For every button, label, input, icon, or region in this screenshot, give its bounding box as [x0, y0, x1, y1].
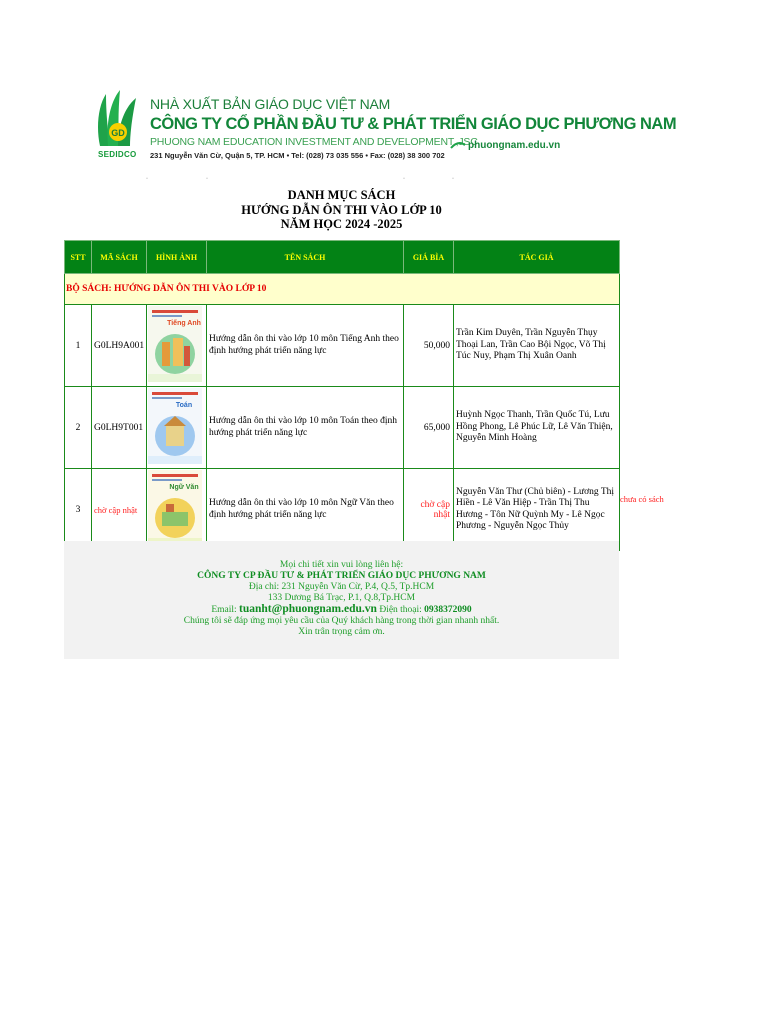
tick-mark: · [403, 176, 405, 182]
svg-text:Tiếng Anh: Tiếng Anh [167, 320, 201, 327]
svg-text:Ngữ Văn: Ngữ Văn [169, 484, 199, 491]
tick-mark: · [206, 176, 208, 182]
cell-stt: 1 [65, 305, 92, 387]
header-price: GIÁ BÌA [404, 241, 454, 274]
cell-price: 50,000 [404, 305, 454, 387]
book-cover-literature-image [148, 470, 202, 546]
contact-email-line [64, 604, 619, 616]
group-row [65, 274, 620, 305]
header-author: TÁC GIẢ [454, 241, 620, 274]
table-row [65, 305, 620, 387]
arrow-swoosh-icon [450, 140, 466, 150]
availability-note: chưa có sách [620, 494, 664, 504]
cell-code: G0LH9T001 [92, 387, 147, 469]
school-year: NĂM HỌC 2024 -2025 [280, 217, 403, 231]
document-subtitle: HƯỚNG DẪN ÔN THI VÀO LỚP 10 [241, 203, 442, 217]
phone-number[interactable]: 0938372090 [424, 605, 472, 615]
cell-code: G0LH9A001 [92, 305, 147, 387]
svg-text:Toán: Toán [175, 402, 193, 409]
website-link[interactable]: phuongnam.edu.vn [468, 140, 561, 151]
contact-box [64, 541, 619, 659]
cell-name: Hướng dẫn ôn thi vào lớp 10 môn Tiếng Anh theo định hướng phát triển năng lực [207, 305, 404, 387]
tick-mark: · [452, 176, 454, 182]
table-row [65, 469, 620, 551]
company-name: CÔNG TY CỔ PHẦN ĐẦU TƯ & PHÁT TRIỂN GIÁO DỤC PHƯƠNG NAM [150, 115, 677, 133]
cell-author: Huỳnh Ngọc Thanh, Trần Quốc Tú, Lưu Hồng Phong, Lê Phúc Lữ, Lê Văn Thiện, Nguyễn Minh Hoàng [454, 387, 620, 469]
phone-label: Điện thoại: [376, 605, 425, 615]
cell-name: Hướng dẫn ôn thi vào lớp 10 môn Ngữ Văn theo định hướng phát triển năng lực [207, 469, 404, 551]
cell-author: Trần Kim Duyên, Trần Nguyễn Thụy Thoại Lan, Trần Cao Bội Ngọc, Võ Thị Túc Nuy, Phạm Thị Xuân Oanh [454, 305, 620, 387]
cell-stt: 3 [65, 469, 92, 551]
logo-text: SEDIDCO [98, 150, 137, 159]
header-code: MÃ SÁCH [92, 241, 147, 274]
group-title: BỘ SÁCH: HƯỚNG DẪN ÔN THI VÀO LỚP 10 [65, 274, 620, 305]
cell-code: chờ cập nhật [92, 469, 147, 551]
book-cover-math-image [148, 388, 202, 464]
contact-promise: Chúng tôi sẽ đáp ứng mọi yêu cầu của Quý khách hàng trong thời gian nhanh nhất. [183, 616, 500, 626]
book-cover-english-image [148, 306, 202, 382]
svg-text:GD: GD [111, 128, 125, 138]
company-address-line: 231 Nguyễn Văn Cừ, Quận 5, TP. HCM • Tel: (028) 73 035 556 • Fax: (028) 38 300 702 [150, 151, 445, 160]
company-english-name: PHUONG NAM EDUCATION INVESTMENT AND DEVELOPMENT.,JSC [150, 136, 478, 148]
contact-thanks: Xin trân trọng cảm ơn. [298, 627, 385, 637]
email-link[interactable]: tuanht@phuongnam.edu.vn [239, 603, 377, 615]
cell-price: chờ cập nhật [404, 469, 454, 551]
cell-image [147, 469, 207, 551]
contact-intro: Mọi chi tiết xin vui lòng liên hệ: [279, 560, 404, 570]
header-image: HÌNH ẢNH [147, 241, 207, 274]
book-catalog-table [64, 240, 620, 551]
sedidco-logo-icon [94, 88, 140, 150]
table-header-row [65, 241, 620, 274]
cell-image [147, 387, 207, 469]
cell-author: Nguyễn Văn Thư (Chủ biên) - Lương Thị Hiền - Lê Văn Hiệp - Trần Thị Thu Hương - Tôn Nữ Quỳnh My - Lê Ngọc Phương - Nguyễn Ngọc Thủy [454, 469, 620, 551]
header-name: TÊN SÁCH [207, 241, 404, 274]
cell-image [147, 305, 207, 387]
cell-stt: 2 [65, 387, 92, 469]
header-banner [94, 88, 677, 166]
table-row [65, 387, 620, 469]
tick-mark: · [146, 176, 148, 182]
cell-price: 65,000 [404, 387, 454, 469]
cell-name: Hướng dẫn ôn thi vào lớp 10 môn Toán theo định hướng phát triển năng lực [207, 387, 404, 469]
contact-address-1: Địa chỉ: 231 Nguyễn Văn Cừ, P.4, Q.5, Tp.HCM [248, 582, 435, 592]
document-title: DANH MỤC SÁCH [287, 188, 396, 202]
email-label: Email: [211, 605, 240, 615]
publisher-name: NHÀ XUẤT BẢN GIÁO DỤC VIỆT NAM [150, 96, 391, 112]
contact-company: CÔNG TY CP ĐẦU TƯ & PHÁT TRIỂN GIÁO DỤC PHƯƠNG NAM [197, 571, 486, 581]
header-stt: STT [65, 241, 92, 274]
contact-address-2: 133 Dương Bá Trạc, P.1, Q.8,Tp.HCM [267, 593, 416, 603]
